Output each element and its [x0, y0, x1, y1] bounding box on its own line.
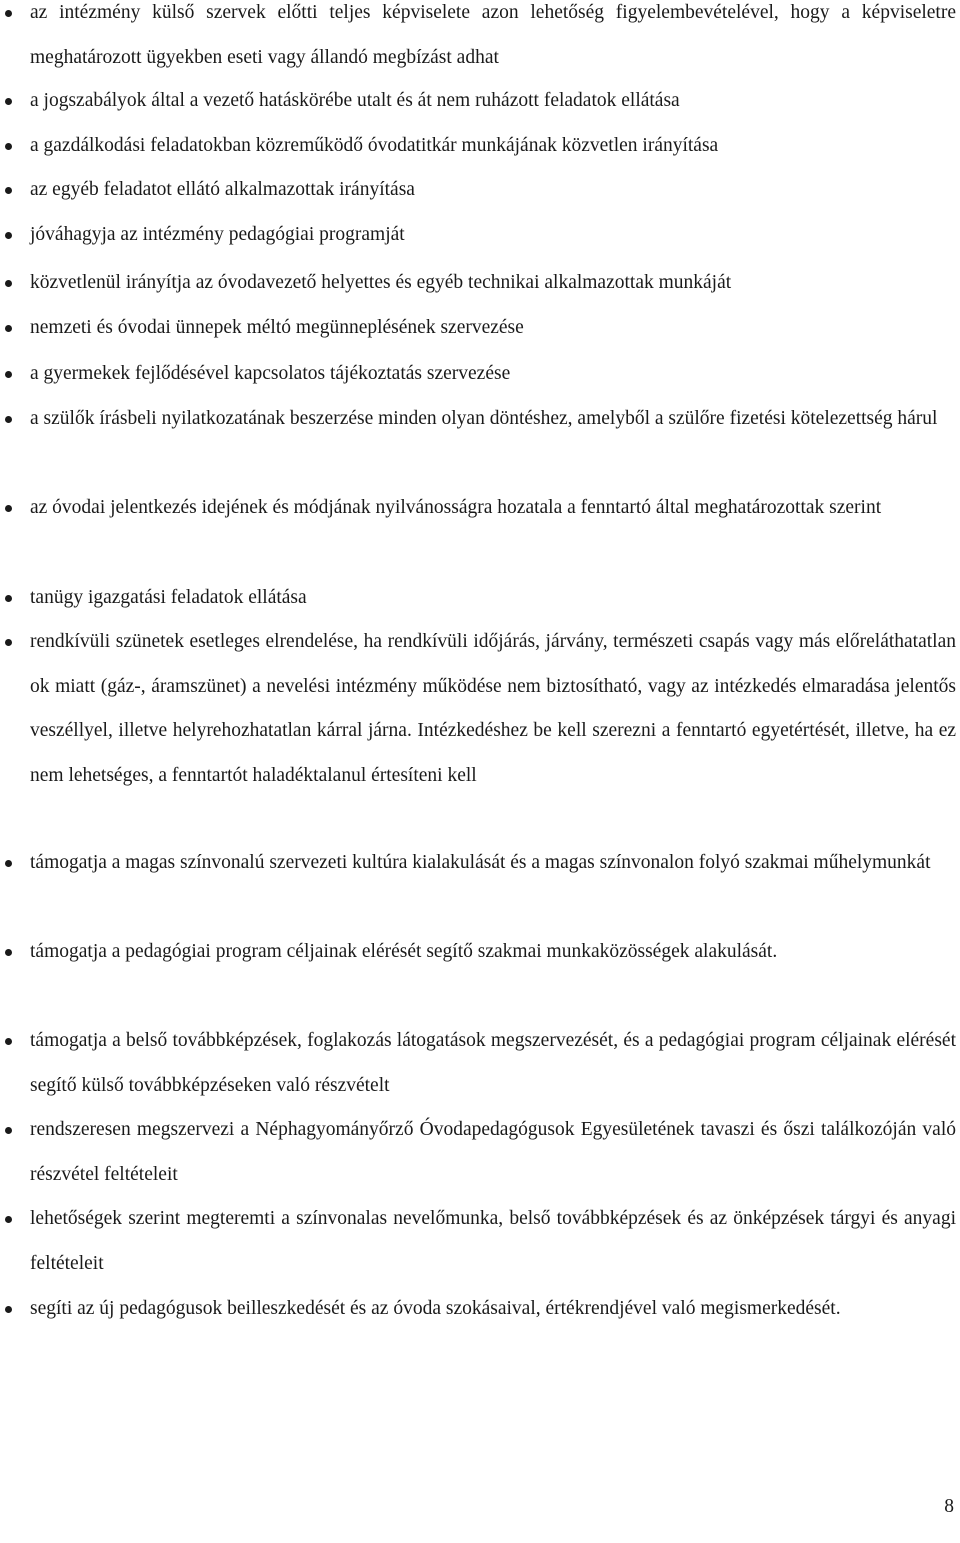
bullet-icon: [5, 1216, 12, 1223]
bullet-icon: [5, 505, 12, 512]
list-item: [30, 841, 956, 886]
bullet-icon: [5, 10, 12, 17]
list-item: [30, 1287, 956, 1332]
list-item: [30, 576, 956, 621]
list-item-text: a szülők írásbeli nyilatkozatának beszerzése minden olyan döntéshez, amelyből a szülőre fizetési kötelezettség hárul: [30, 408, 938, 429]
list-item-text: az egyéb feladatot ellátó alkalmazottak irányítása: [30, 179, 415, 200]
list-item: [30, 0, 956, 80]
list-item: [30, 486, 956, 531]
bullet-icon: [5, 232, 12, 239]
list-item: [30, 397, 956, 442]
bullet-icon: [5, 949, 12, 956]
bullet-icon: [5, 639, 12, 646]
list-item-text: rendszeresen megszervezi a Néphagyományőrző Óvodapedagógusok Egyesületének tavaszi és őszi találkozóján való részvétel feltételeit: [30, 1119, 956, 1185]
list-item-text: lehetőségek szerint megteremti a színvonalas nevelőmunka, belső továbbképzések és az önképzések tárgyi és anyagi feltételeit: [30, 1208, 956, 1274]
bullet-icon: [5, 187, 12, 194]
list-item: [30, 1197, 956, 1286]
list-item-text: tanügy igazgatási feladatok ellátása: [30, 587, 307, 608]
bullet-icon: [5, 1038, 12, 1045]
list-item-text: támogatja a magas színvonalú szervezeti kultúra kialakulását és a magas színvonalon folyó szakmai műhelymunkát: [30, 852, 931, 873]
list-item: [30, 352, 956, 397]
list-item: [30, 1108, 956, 1197]
list-item-text: a jogszabályok által a vezető hatáskörébe utalt és át nem ruházott feladatok ellátása: [30, 90, 680, 111]
list-item-text: közvetlenül irányítja az óvodavezető helyettes és egyéb technikai alkalmazottak munkáját: [30, 272, 732, 293]
bullet-icon: [5, 371, 12, 378]
list-item-text: a gyermekek fejlődésével kapcsolatos tájékoztatás szervezése: [30, 363, 511, 384]
list-item-text: segíti az új pedagógusok beilleszkedését és az óvoda szokásaival, értékrendjével való megismerkedését.: [30, 1298, 841, 1319]
list-item: [30, 261, 956, 306]
list-item-text: rendkívüli szünetek esetleges elrendelése, ha rendkívüli időjárás, járvány, természeti csapás vagy más előreláthatatlan ok miatt (gáz-, áramszünet) a nevelési intézmény működése nem biztosítható, vagy az intézkedés elmaradása jelentős veszéllyel, illetve helyrehozhatatlan kárral járna. Intézkedéshez be kell szerezni a fenntartó egyetértését, illetve, ha ez nem lehetséges, a fenntartót haladéktalanul értesíteni kell: [30, 631, 956, 786]
list-item-text: az óvodai jelentkezés idejének és módjának nyilvánosságra hozatala a fenntartó által meghatározottak szerint: [30, 497, 882, 518]
bullet-icon: [5, 595, 12, 602]
bullet-icon: [5, 98, 12, 105]
list-item-text: támogatja a belső továbbképzések, foglakozás látogatások megszervezését, és a pedagógiai program céljainak elérését segítő külső továbbképzéseken való részvételt: [30, 1030, 956, 1096]
list-item: [30, 1019, 956, 1108]
bullet-icon: [5, 1127, 12, 1134]
bullet-icon: [5, 325, 12, 332]
list-item: [30, 930, 956, 975]
bullet-icon: [5, 1306, 12, 1313]
list-item: [30, 306, 956, 351]
bullet-icon: [5, 860, 12, 867]
bullet-icon: [5, 280, 12, 287]
list-item-text: az intézmény külső szervek előtti teljes képviselete azon lehetőség figyelembevételével, hogy a képviseletre meghatározott ügyekben eseti vagy állandó megbízást adhat: [30, 2, 956, 68]
list-item: [30, 168, 956, 213]
page-number: 8: [944, 1496, 954, 1517]
list-item-text: nemzeti és óvodai ünnepek méltó megünneplésének szervezése: [30, 317, 524, 338]
list-item-text: a gazdálkodási feladatokban közreműködő óvodatitkár munkájának közvetlen irányítása: [30, 135, 719, 156]
list-item: [30, 213, 956, 258]
bullet-icon: [5, 143, 12, 150]
list-item-text: jóváhagyja az intézmény pedagógiai programját: [30, 224, 405, 245]
bullet-icon: [5, 416, 12, 423]
list-item-text: támogatja a pedagógiai program céljainak elérését segítő szakmai munkaközösségek alakulását.: [30, 941, 778, 962]
list-item: [30, 124, 956, 169]
list-item: [30, 620, 956, 798]
list-item: [30, 79, 956, 124]
